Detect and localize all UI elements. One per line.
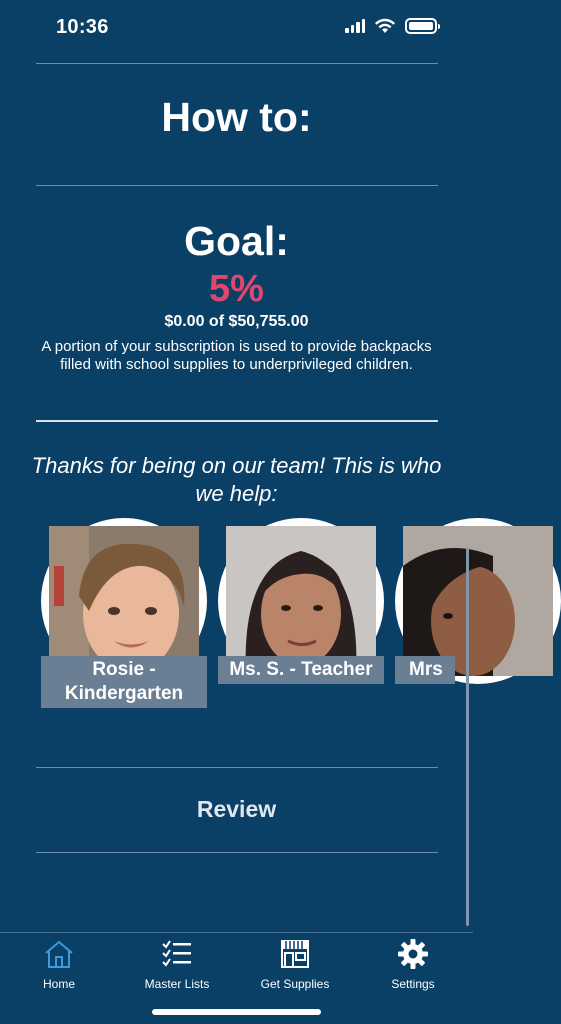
goal-title: Goal: <box>184 218 289 264</box>
tab-master-lists[interactable] <box>118 933 236 993</box>
person-caption: Ms. S. - Teacher <box>218 656 384 684</box>
person-card-teacher[interactable] <box>218 518 384 684</box>
divider <box>36 852 438 853</box>
scrollbar[interactable] <box>466 548 469 926</box>
tab-label: Settings <box>391 977 435 991</box>
store-icon <box>279 938 311 970</box>
tab-label: Get Supplies <box>260 977 330 991</box>
gear-icon <box>397 938 429 970</box>
checklist-icon <box>161 938 193 970</box>
wifi-icon <box>374 18 396 34</box>
tab-home[interactable] <box>0 933 118 993</box>
review-button[interactable]: Review <box>196 796 277 822</box>
tab-label: Master Lists <box>144 977 210 991</box>
home-icon <box>43 938 75 970</box>
tab-label: Home <box>42 977 75 991</box>
goal-amount: $0.00 of $50,755.00 <box>164 313 309 330</box>
person-card-rosie[interactable] <box>41 518 207 704</box>
howto-title: How to: <box>161 94 312 140</box>
battery-icon <box>405 18 437 34</box>
status-time: 10:36 <box>56 16 109 38</box>
tab-settings[interactable] <box>354 933 472 993</box>
goal-description: A portion of your subscription is used to provide backpacks filled with school supplies to underprivileged children. <box>41 338 432 373</box>
avatar-mrs <box>403 526 553 676</box>
home-indicator[interactable] <box>152 1009 321 1015</box>
status-bar <box>0 0 473 56</box>
divider <box>36 185 438 186</box>
signal-icon <box>345 19 365 33</box>
status-icons <box>345 18 437 34</box>
divider <box>36 420 438 422</box>
thanks-text: Thanks for being on our team! This is who we help: <box>31 453 442 506</box>
tab-get-supplies[interactable] <box>236 933 354 993</box>
goal-percent: 5% <box>209 268 264 310</box>
person-caption: Rosie - Kindergarten <box>41 656 207 708</box>
avatar-rosie <box>49 526 199 676</box>
divider <box>36 767 438 768</box>
avatar-teacher <box>226 526 376 676</box>
people-carousel[interactable] <box>0 518 443 718</box>
person-card-mrs[interactable] <box>395 518 561 684</box>
person-caption: Mrs <box>395 656 455 684</box>
divider <box>36 63 438 64</box>
